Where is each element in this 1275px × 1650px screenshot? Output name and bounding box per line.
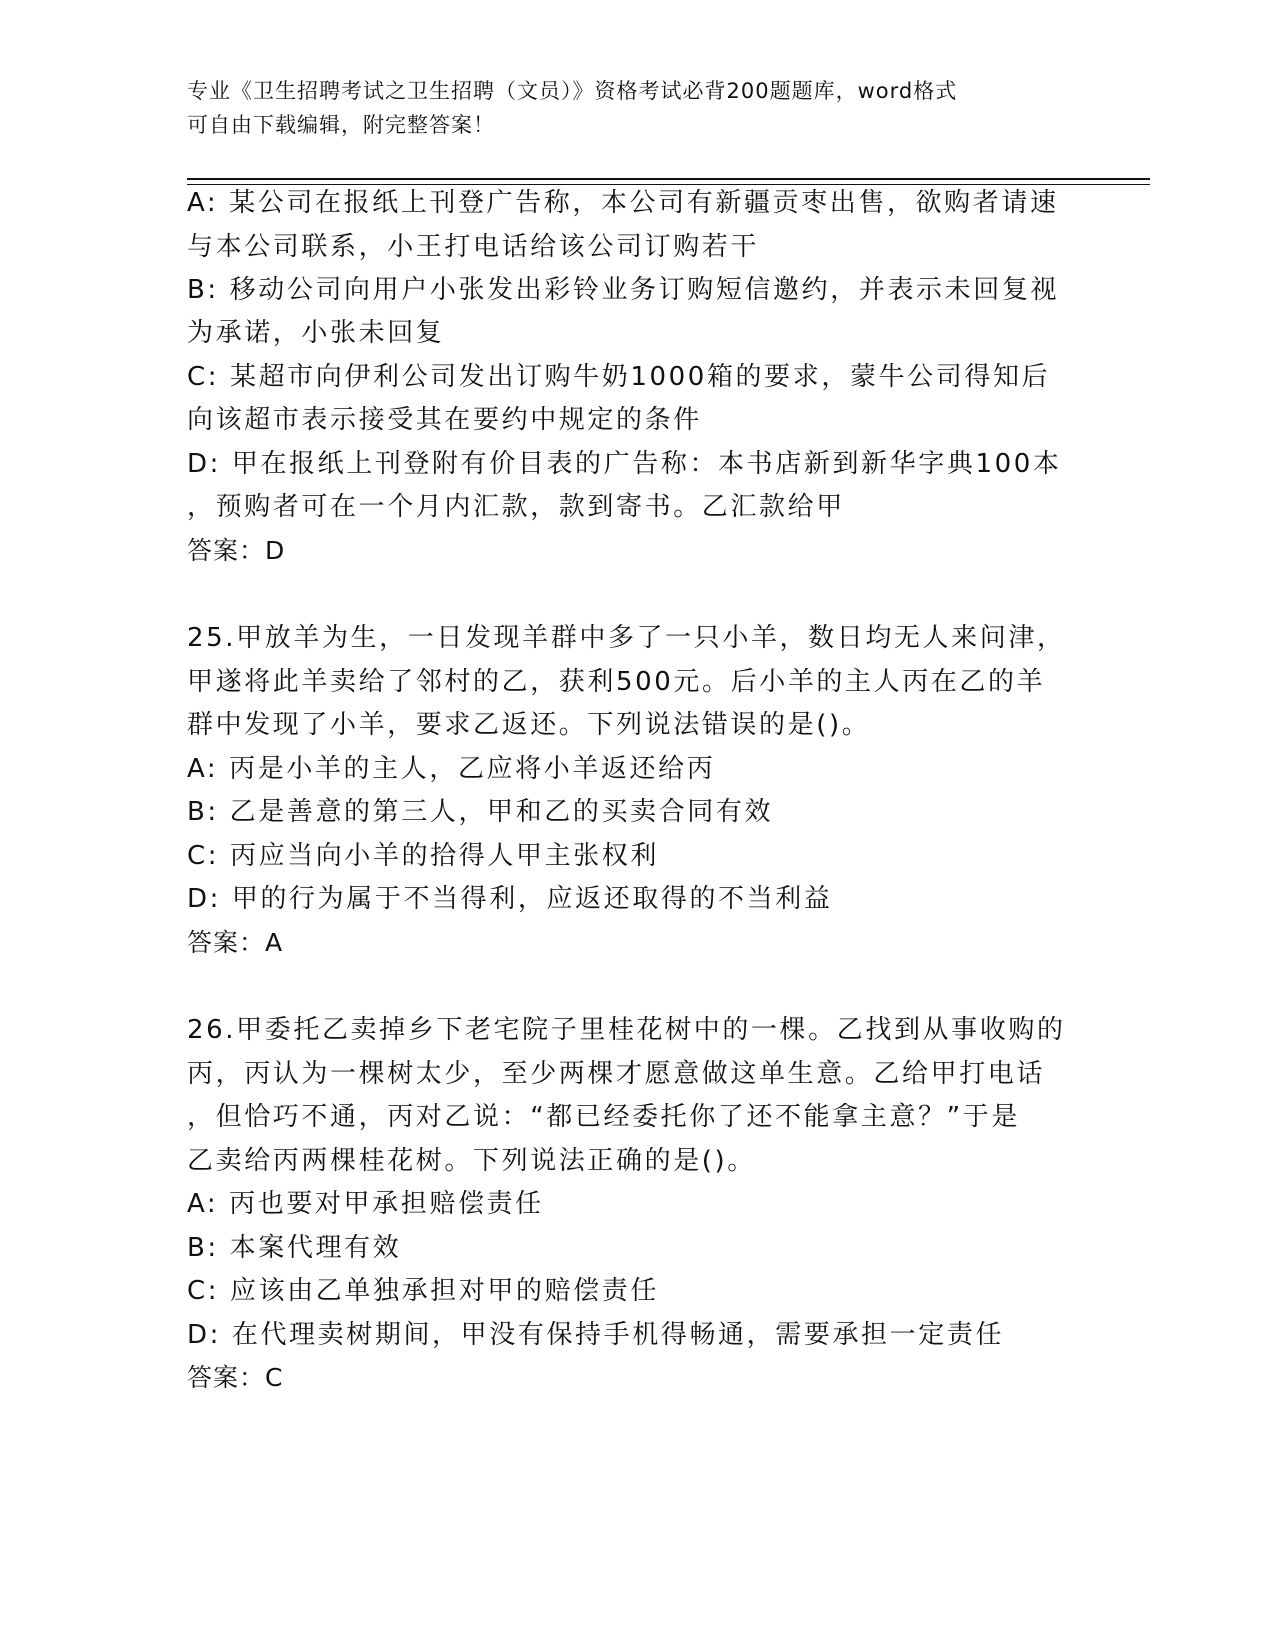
- q26-stem-line3: ，但恰巧不通，丙对乙说：“都已经委托你了还不能拿主意？”于是: [187, 1102, 1020, 1132]
- q24-option-a-line1: A: 某公司在报纸上刊登广告称，本公司有新疆贡枣出售，欲购者请速: [187, 188, 1059, 218]
- q24-option-d-line2: ，预购者可在一个月内汇款，款到寄书。乙汇款给甲: [187, 492, 845, 522]
- q24-option-c-line2: 向该超市表示接受其在要约中规定的条件: [187, 405, 702, 435]
- q25-option-d: D: 甲的行为属于不当得利，应返还取得的不当利益: [187, 884, 833, 914]
- q24-option-b-line1: B: 移动公司向用户小张发出彩铃业务订购短信邀约，并表示未回复视: [187, 275, 1060, 305]
- header-line-2: 可自由下载编辑，附完整答案！: [187, 113, 495, 137]
- header-divider-thin: [187, 184, 1150, 185]
- q24-answer: 答案：D: [187, 536, 286, 565]
- q25-answer: 答案：A: [187, 928, 284, 957]
- q25-stem-line2: 甲遂将此羊卖给了邻村的乙，获利500元。后小羊的主人丙在乙的羊: [187, 667, 1046, 697]
- q25-option-a: A: 丙是小羊的主人，乙应将小羊返还给丙: [187, 754, 716, 784]
- q26-stem-line4: 乙卖给丙两棵桂花树。下列说法正确的是()。: [187, 1146, 756, 1176]
- q26-option-d: D: 在代理卖树期间，甲没有保持手机得畅通，需要承担一定责任: [187, 1320, 1005, 1350]
- q25-option-c: C: 丙应当向小羊的拾得人甲主张权利: [187, 841, 659, 871]
- q25-stem-line1: 25.甲放羊为生，一日发现羊群中多了一只小羊，数日均无人来问津，: [187, 623, 1066, 653]
- q24-option-c-line1: C: 某超市向伊利公司发出订购牛奶1000箱的要求，蒙牛公司得知后: [187, 362, 1051, 392]
- q26-answer: 答案：C: [187, 1363, 284, 1392]
- q26-option-b: B: 本案代理有效: [187, 1233, 402, 1263]
- q24-option-a-line2: 与本公司联系，小王打电话给该公司订购若干: [187, 232, 760, 262]
- q26-stem-line2: 丙，丙认为一棵树太少，至少两棵才愿意做这单生意。乙给甲打电话: [187, 1059, 1046, 1089]
- q26-stem-line1: 26.甲委托乙卖掉乡下老宅院子里桂花树中的一棵。乙找到从事收购的: [187, 1015, 1066, 1045]
- header-line-1: 专业《卫生招聘考试之卫生招聘（文员）》资格考试必背200题题库，word格式: [187, 79, 958, 103]
- header-divider-thick: [187, 178, 1150, 180]
- q26-option-c: C: 应该由乙单独承担对甲的赔偿责任: [187, 1276, 659, 1306]
- q24-option-b-line2: 为承诺，小张未回复: [187, 318, 445, 348]
- q25-option-b: B: 乙是善意的第三人，甲和乙的买卖合同有效: [187, 797, 774, 827]
- q24-option-d-line1: D: 甲在报纸上刊登附有价目表的广告称：本书店新到新华字典100本: [187, 449, 1062, 479]
- q26-option-a: A: 丙也要对甲承担赔偿责任: [187, 1189, 544, 1219]
- q25-stem-line3: 群中发现了小羊，要求乙返还。下列说法错误的是()。: [187, 710, 871, 740]
- document-header: [187, 74, 1067, 142]
